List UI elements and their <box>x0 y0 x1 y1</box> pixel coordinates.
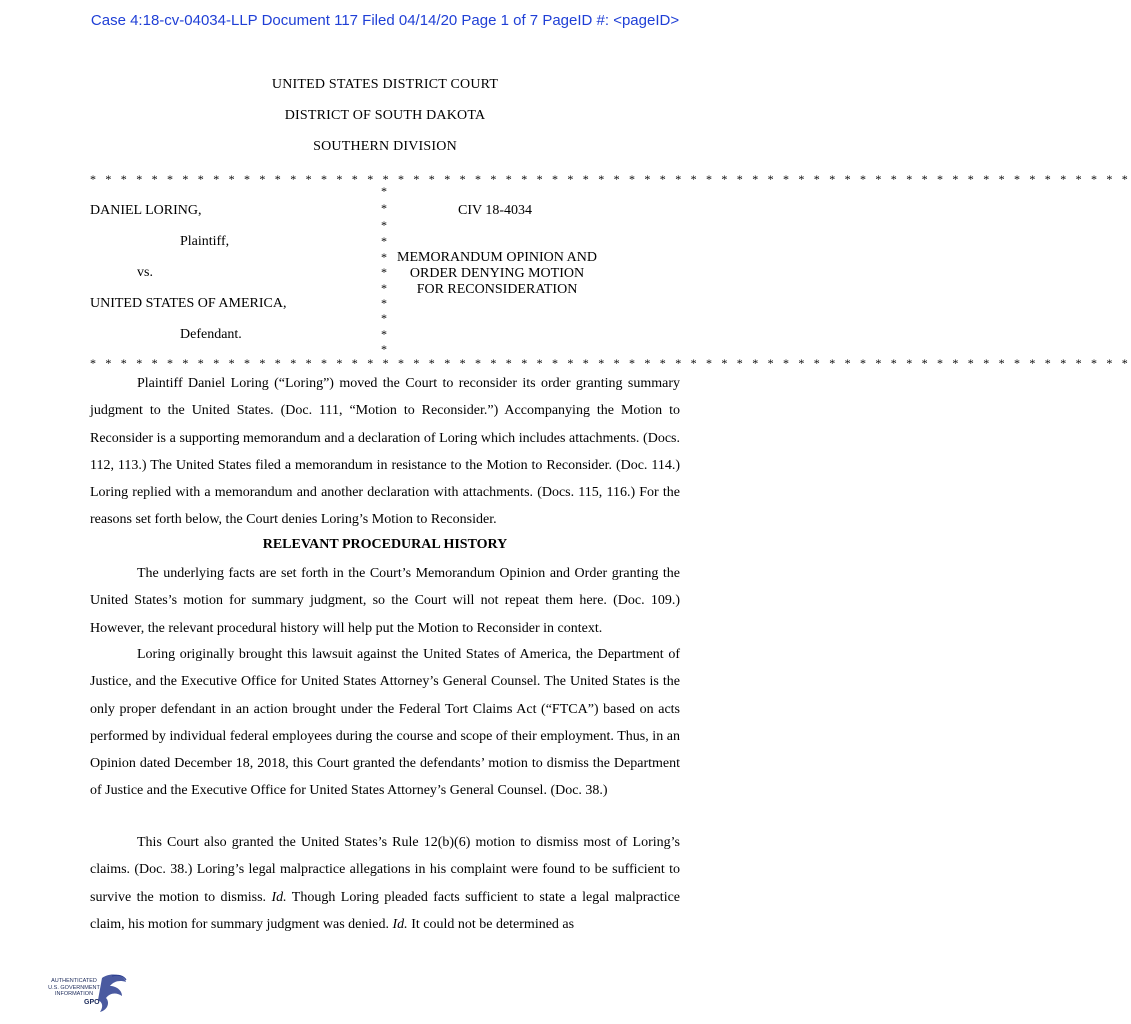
opening-paragraph: Plaintiff Daniel Loring (“Loring”) moved the Court to reconsider its order granting summary judgment to the United States. (Doc. 111, “Motion to Reconsider.”) Accompanying the Motion to Reconsider is a supporting memorandum and a declaration of Loring which includes attachments. (Docs. 112, 113.) The United States filed a memorandum in resistance to the Motion to Reconsider. (Doc. 114.) Loring replied with a memorandum and another declaration with attachments. (Docs. 115, 116.) For the reasons set forth below, the Court denies Loring’s Motion to Reconsider. <box>90 376 680 528</box>
defendant-name: UNITED STATES OF AMERICA, <box>90 296 287 311</box>
document-title-line-1: MEMORANDUM OPINION AND <box>397 250 597 265</box>
section-heading: RELEVANT PROCEDURAL HISTORY <box>262 537 508 552</box>
caption-star: * <box>381 296 387 310</box>
seal-gpo-label: GPO <box>84 999 100 1006</box>
caption-star: * <box>381 250 387 264</box>
gpo-authentication-seal <box>44 972 134 1016</box>
caption-star: * <box>381 201 387 215</box>
citation-id: Id. <box>271 889 287 905</box>
caption-separator-bottom: * * * * * * * * * * * * * * * * * * * * * * * * * * * * * * * * * * * * * * * * * * * * * * * * * * * * * * * * * * * * * * * * * * * * <box>90 356 1131 370</box>
plaintiff-name: DANIEL LORING, <box>90 203 202 218</box>
caption-star: * <box>381 234 387 248</box>
body-paragraph: Loring originally brought this lawsuit against the United States of America, the Department of Justice, and the Executive Office for United States Attorney’s General Counsel. The United States is the only proper defendant in an action brought under the Federal Tort Claims Act (“FTCA”) based on acts performed by individual federal employees during the course and scope of their employment. Thus, in an Opinion dated December 18, 2018, this Court granted the defendants’ motion to dismiss the Department of Justice and the Executive Office for United States Attorney’s General Counsel. (Doc. 38.) <box>90 647 680 799</box>
caption-star: * <box>381 265 387 279</box>
plaintiff-role: Plaintiff, <box>180 234 230 249</box>
case-number: CIV 18-4034 <box>458 203 533 218</box>
caption-star: * <box>381 342 387 356</box>
defendant-role: Defendant. <box>180 327 242 342</box>
body-paragraph <box>90 829 680 938</box>
versus: vs. <box>137 265 153 280</box>
caption-star: * <box>381 218 387 232</box>
case-header-stamp: Case 4:18-cv-04034-LLP Document 117 Filed 04/14/20 Page 1 of 7 PageID #: <pageID> <box>90 12 680 29</box>
eagle-icon <box>44 972 134 1016</box>
court-division: SOUTHERN DIVISION <box>313 139 457 154</box>
paragraph-text: This Court also granted the United States’s Rule 12(b)(6) motion to dismiss most of Loring’s claims. (Doc. 38.) Loring’s legal malpractice allegations in his complaint were found to be sufficient to survive the motion to dismiss. <box>90 835 680 905</box>
seal-text: AUTHENTICATED U.S. GOVERNMENT INFORMATION <box>48 978 100 997</box>
caption-star: * <box>381 327 387 341</box>
caption-star: * <box>381 184 387 198</box>
paragraph-text: It could not be determined as <box>407 916 575 932</box>
caption-star: * <box>381 281 387 295</box>
document-title-line-2: ORDER DENYING MOTION <box>409 266 585 281</box>
caption-separator-top: * * * * * * * * * * * * * * * * * * * * * * * * * * * * * * * * * * * * * * * * * * * * * * * * * * * * * * * * * * * * * * * * * * * * <box>90 172 1131 186</box>
paragraph-text: Though Loring pleaded facts sufficient to state a legal malpractice claim, his motion for summary judgment was denied. <box>90 889 681 932</box>
citation-id: Id. <box>392 916 408 932</box>
caption-star: * <box>381 311 387 325</box>
document-title-line-3: FOR RECONSIDERATION <box>416 282 578 297</box>
body-paragraph: The underlying facts are set forth in the Court’s Memorandum Opinion and Order granting the United States’s motion for summary judgment, so the Court will not repeat them here. (Doc. 109.) However, the relevant procedural history will help put the Motion to Reconsider in context. <box>90 566 680 636</box>
court-name: UNITED STATES DISTRICT COURT <box>271 77 499 92</box>
court-district: DISTRICT OF SOUTH DAKOTA <box>284 108 486 123</box>
